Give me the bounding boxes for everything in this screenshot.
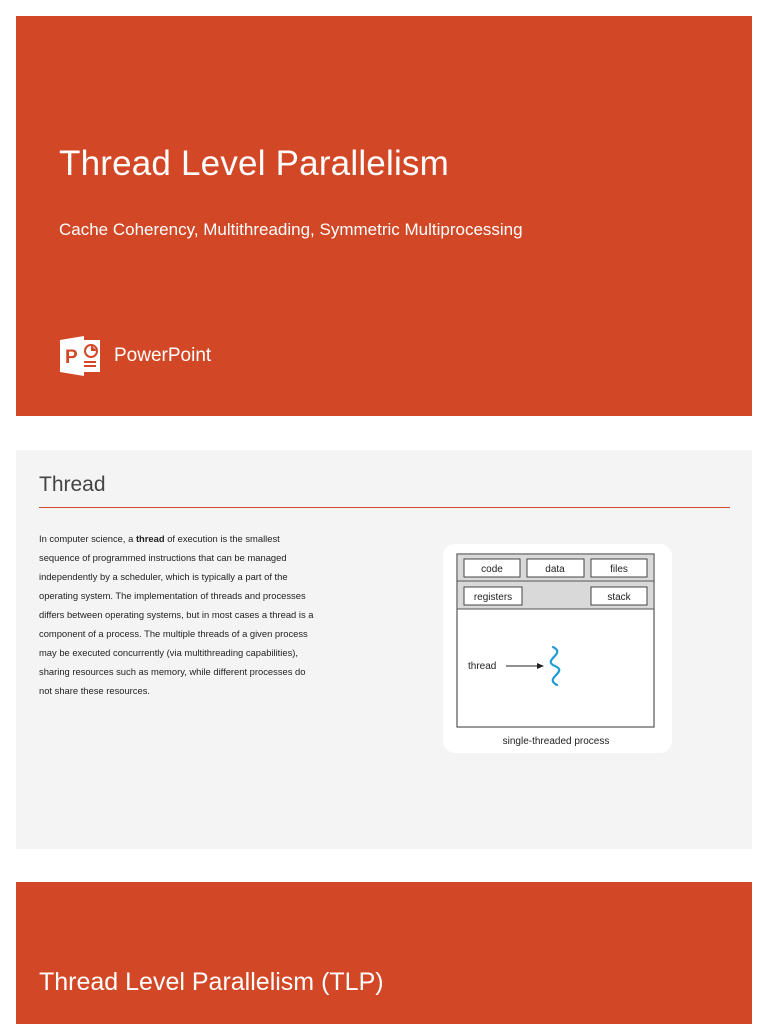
title-slide	[16, 16, 752, 416]
logo-letter: P	[65, 347, 78, 368]
code-label: code	[481, 564, 503, 575]
powerpoint-icon	[60, 336, 102, 376]
title-divider	[39, 507, 730, 508]
thread-label: thread	[468, 661, 497, 672]
process-diagram-svg	[443, 544, 672, 753]
slide-title: Thread Level Parallelism	[59, 144, 449, 183]
slide-body-text	[39, 529, 314, 700]
tlp-slide	[16, 882, 752, 1024]
body-rest: of execution is the smallest sequence of programmed instructions that can be managed independently by a scheduler, which is typically a part of the operating system. The implementation of threads and processes differs between operating systems, but in most cases a thread is a component of a process. The multiple threads of a given process may be executed concurrently (via multithreading capabilities), sharing resources such as memory, while different processes do not share these resources.	[39, 533, 314, 696]
powerpoint-branding	[60, 336, 211, 376]
slide-title: Thread Level Parallelism (TLP)	[39, 968, 384, 996]
slide-title: Thread	[39, 473, 106, 496]
body-bold-term: thread	[135, 533, 165, 544]
data-label: data	[545, 564, 565, 575]
registers-label: registers	[473, 592, 513, 603]
files-label: files	[610, 564, 628, 575]
body-intro: In computer science, a	[39, 533, 136, 544]
app-name: PowerPoint	[114, 345, 212, 366]
stack-label: stack	[607, 592, 631, 603]
single-threaded-process-diagram	[443, 544, 672, 753]
thread-slide	[16, 450, 752, 849]
diagram-caption: single-threaded process	[502, 736, 610, 747]
slide-subtitle: Cache Coherency, Multithreading, Symmetric Multiprocessing	[59, 220, 523, 239]
